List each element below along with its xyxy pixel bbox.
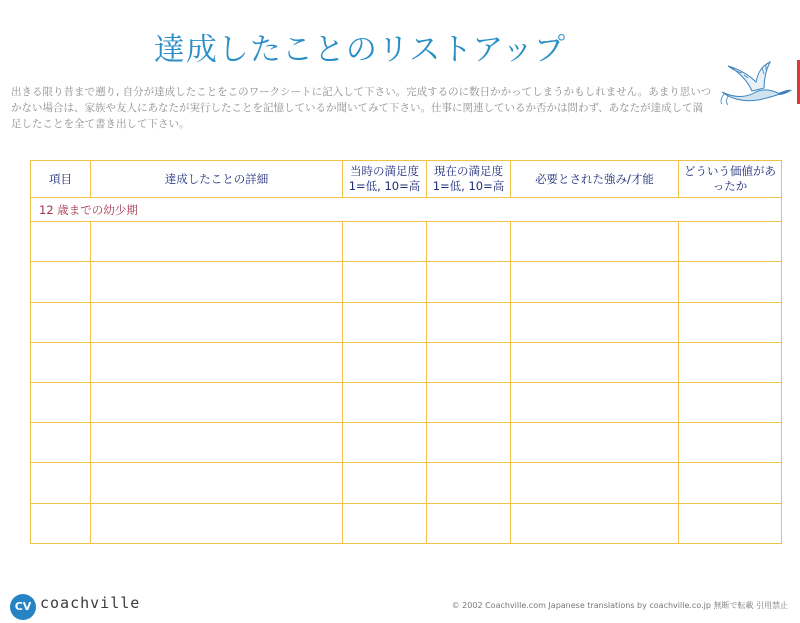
cell-details[interactable] [91, 222, 343, 262]
cell-item[interactable] [31, 463, 91, 503]
cell-strengths[interactable] [511, 222, 679, 262]
cell-current-satisfaction[interactable] [427, 222, 511, 262]
cell-past-satisfaction[interactable] [343, 342, 427, 382]
cell-current-satisfaction[interactable] [427, 463, 511, 503]
cell-strengths[interactable] [511, 383, 679, 423]
cell-past-satisfaction[interactable] [343, 302, 427, 342]
table-row [31, 262, 782, 302]
cell-value[interactable] [679, 503, 782, 543]
achievements-table [30, 160, 782, 544]
header-details: 達成したことの詳細 [91, 161, 343, 198]
copyright-footer: © 2002 Coachville.com Japanese translations by coachville.co.jp 無断で転載 引用禁止 [451, 601, 788, 610]
cell-strengths[interactable] [511, 342, 679, 382]
cell-strengths[interactable] [511, 262, 679, 302]
cell-past-satisfaction[interactable] [343, 262, 427, 302]
cell-value[interactable] [679, 302, 782, 342]
page-title: 達成したことのリストアップ [153, 32, 567, 68]
cell-item[interactable] [31, 503, 91, 543]
table-row [31, 423, 782, 463]
cell-current-satisfaction[interactable] [427, 262, 511, 302]
cell-current-satisfaction[interactable] [427, 503, 511, 543]
cell-value[interactable] [679, 383, 782, 423]
flying-bird-icon [718, 58, 798, 108]
cell-item[interactable] [31, 222, 91, 262]
cell-details[interactable] [91, 423, 343, 463]
intro-text: 出きる限り昔まで遡り, 自分が達成したことをこのワークシートに記入して下さい。完成するのに数日かかってしまうかもしれません。あまり思いつかない場合は、家族や友人にあなたが実行したことを記憶しているか聞いてみて下さい。仕事に関連しているか否かは問わず、あなたが達成して満足したことを全て書き出して下さい。 [11, 86, 712, 130]
logo-name: coachville [40, 594, 141, 612]
table-row [31, 222, 782, 262]
cell-details[interactable] [91, 383, 343, 423]
table-row [31, 302, 782, 342]
cell-past-satisfaction[interactable] [343, 423, 427, 463]
header-strengths: 必要とされた強み/才能 [511, 161, 679, 198]
table-header-row [31, 161, 782, 198]
cell-item[interactable] [31, 383, 91, 423]
cell-value[interactable] [679, 342, 782, 382]
cell-value[interactable] [679, 222, 782, 262]
table-row [31, 503, 782, 543]
header-value: どういう価値があったか [679, 161, 782, 198]
cell-item[interactable] [31, 423, 91, 463]
cell-value[interactable] [679, 423, 782, 463]
logo-badge: CV [10, 594, 36, 620]
cell-current-satisfaction[interactable] [427, 342, 511, 382]
header-current-satisfaction: 現在の満足度 1=低, 10=高 [427, 161, 511, 198]
cell-current-satisfaction[interactable] [427, 383, 511, 423]
cell-past-satisfaction[interactable] [343, 463, 427, 503]
cell-current-satisfaction[interactable] [427, 302, 511, 342]
cell-item[interactable] [31, 262, 91, 302]
cell-past-satisfaction[interactable] [343, 383, 427, 423]
cell-details[interactable] [91, 262, 343, 302]
cell-item[interactable] [31, 302, 91, 342]
cell-details[interactable] [91, 342, 343, 382]
cell-strengths[interactable] [511, 423, 679, 463]
cell-details[interactable] [91, 463, 343, 503]
cell-details[interactable] [91, 302, 343, 342]
cell-value[interactable] [679, 463, 782, 503]
cell-details[interactable] [91, 503, 343, 543]
header-item: 項目 [31, 161, 91, 198]
table-row [31, 383, 782, 423]
header-past-satisfaction: 当時の満足度 1=低, 10=高 [343, 161, 427, 198]
cell-past-satisfaction[interactable] [343, 503, 427, 543]
section-label: 12 歳までの幼少期 [31, 198, 782, 222]
cell-strengths[interactable] [511, 503, 679, 543]
cell-current-satisfaction[interactable] [427, 423, 511, 463]
table-row [31, 342, 782, 382]
table-row [31, 463, 782, 503]
cell-value[interactable] [679, 262, 782, 302]
coachville-logo [10, 594, 150, 622]
cell-past-satisfaction[interactable] [343, 222, 427, 262]
section-row [31, 198, 782, 222]
cell-strengths[interactable] [511, 302, 679, 342]
cell-item[interactable] [31, 342, 91, 382]
cell-strengths[interactable] [511, 463, 679, 503]
